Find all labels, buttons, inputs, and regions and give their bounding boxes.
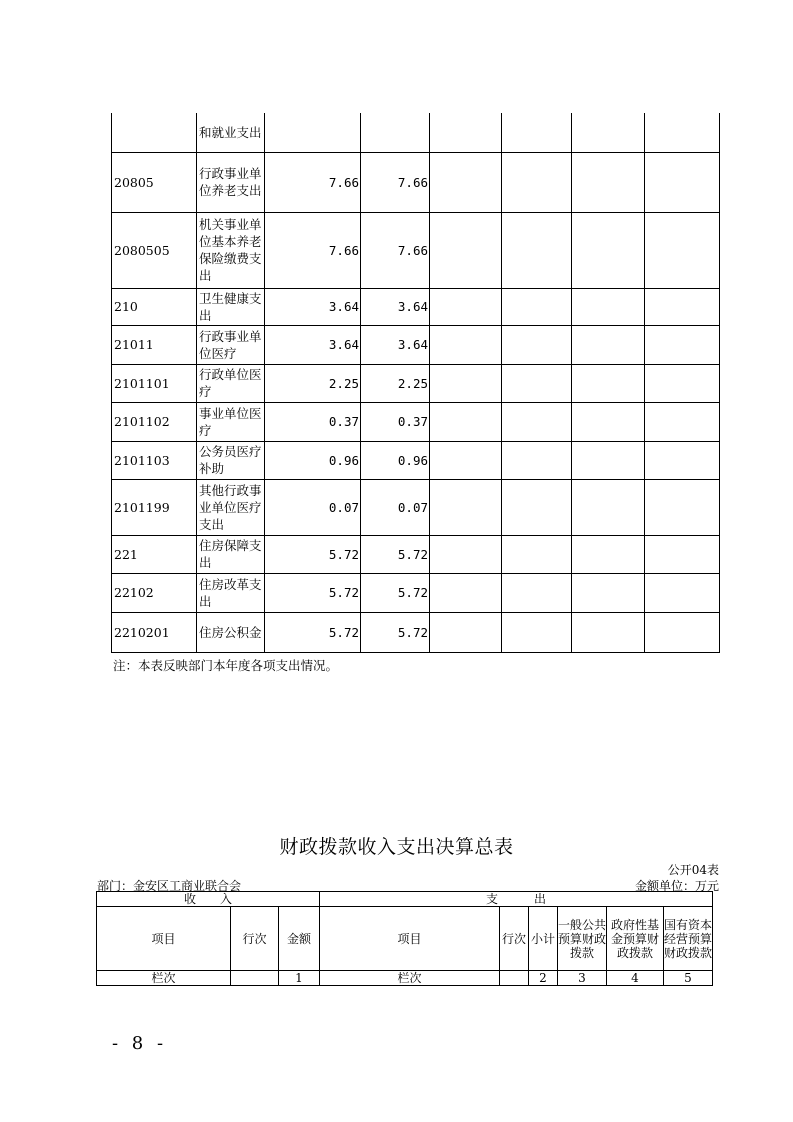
empty-cell — [645, 612, 720, 652]
subject-name: 住房公积金 — [197, 612, 265, 652]
empty-cell — [645, 212, 720, 288]
total-amount: 5.72 — [265, 573, 361, 612]
subject-code: 2101101 — [112, 364, 197, 402]
subject-name: 行政事业单位医疗 — [197, 325, 265, 364]
subject-name: 事业单位医疗 — [197, 402, 265, 441]
table-row — [112, 113, 720, 152]
subject-name: 行政单位医疗 — [197, 364, 265, 402]
empty-cell — [645, 152, 720, 212]
total-amount: 2.25 — [265, 364, 361, 402]
column-number-label: 栏次 — [320, 971, 500, 986]
empty-cell — [502, 573, 572, 612]
empty-cell — [502, 325, 572, 364]
total-amount: 0.96 — [265, 441, 361, 479]
total-amount: 7.66 — [265, 152, 361, 212]
table-row — [112, 325, 720, 364]
basic-expenditure: 5.72 — [361, 612, 430, 652]
total-amount — [265, 113, 361, 152]
total-amount: 5.72 — [265, 535, 361, 573]
basic-expenditure — [361, 113, 430, 152]
total-amount: 3.64 — [265, 325, 361, 364]
empty-cell — [502, 402, 572, 441]
empty-cell — [502, 152, 572, 212]
subject-code: 20805 — [112, 152, 197, 212]
table-note: 注：本表反映部门本年度各项支出情况。 — [113, 658, 339, 673]
report-title: 财政拨款收入支出决算总表 — [279, 836, 514, 858]
empty-cell — [645, 479, 720, 535]
empty-cell — [430, 288, 502, 325]
amount-unit-label: 金额单位：万元 — [634, 879, 719, 893]
column-number: 5 — [664, 971, 713, 986]
table-row — [112, 535, 720, 573]
empty-cell — [502, 612, 572, 652]
general-budget-header: 一般公共预算财政拨款 — [558, 907, 607, 971]
empty-cell — [430, 113, 502, 152]
empty-cell — [645, 288, 720, 325]
empty-cell — [430, 364, 502, 402]
empty-cell — [430, 152, 502, 212]
empty-cell — [502, 113, 572, 152]
empty-cell — [502, 288, 572, 325]
empty-cell — [502, 535, 572, 573]
basic-expenditure: 2.25 — [361, 364, 430, 402]
expense-header: 支 出 — [320, 892, 713, 907]
department-label: 部门：金安区工商业联合会 — [97, 879, 242, 893]
subject-code: 21011 — [112, 325, 197, 364]
empty-cell — [502, 479, 572, 535]
table-row — [112, 152, 720, 212]
total-amount: 7.66 — [265, 212, 361, 288]
subject-code: 2101103 — [112, 441, 197, 479]
subject-code: 2080505 — [112, 212, 197, 288]
total-amount: 5.72 — [265, 612, 361, 652]
empty-cell — [502, 441, 572, 479]
table-code: 公开04表 — [667, 863, 719, 877]
basic-expenditure: 5.72 — [361, 535, 430, 573]
table-row — [112, 402, 720, 441]
subject-name: 住房保障支出 — [197, 535, 265, 573]
table-row — [112, 212, 720, 288]
basic-expenditure: 0.07 — [361, 479, 430, 535]
income-item-header: 项目 — [97, 907, 231, 971]
empty-cell — [500, 971, 529, 986]
empty-cell — [572, 364, 645, 402]
total-amount: 0.37 — [265, 402, 361, 441]
empty-cell — [572, 212, 645, 288]
column-number: 3 — [558, 971, 607, 986]
column-number: 2 — [529, 971, 558, 986]
subject-code: 22102 — [112, 573, 197, 612]
subject-code: 2210201 — [112, 612, 197, 652]
empty-cell — [645, 325, 720, 364]
empty-cell — [645, 402, 720, 441]
basic-expenditure: 3.64 — [361, 288, 430, 325]
table-row — [112, 288, 720, 325]
table-row — [112, 479, 720, 535]
column-number-label: 栏次 — [97, 971, 231, 986]
income-amount-header: 金额 — [279, 907, 320, 971]
basic-expenditure: 3.64 — [361, 325, 430, 364]
state-capital-header: 国有资本经营预算财政拨款 — [664, 907, 713, 971]
subject-name: 公务员医疗补助 — [197, 441, 265, 479]
expense-item-header: 项目 — [320, 907, 500, 971]
total-amount: 3.64 — [265, 288, 361, 325]
subject-name: 和就业支出 — [197, 113, 265, 152]
column-number: 4 — [607, 971, 664, 986]
empty-cell — [645, 364, 720, 402]
empty-cell — [572, 573, 645, 612]
table-row — [112, 364, 720, 402]
empty-cell — [645, 573, 720, 612]
empty-cell — [645, 535, 720, 573]
empty-cell — [645, 113, 720, 152]
subtotal-header: 小计 — [529, 907, 558, 971]
empty-cell — [430, 402, 502, 441]
income-line-header: 行次 — [231, 907, 279, 971]
subject-name: 卫生健康支出 — [197, 288, 265, 325]
table-row — [112, 612, 720, 652]
empty-cell — [430, 325, 502, 364]
total-amount: 0.07 — [265, 479, 361, 535]
basic-expenditure: 7.66 — [361, 152, 430, 212]
empty-cell — [430, 212, 502, 288]
column-number: 1 — [279, 971, 320, 986]
empty-cell — [572, 535, 645, 573]
basic-expenditure: 7.66 — [361, 212, 430, 288]
empty-cell — [645, 441, 720, 479]
empty-cell — [430, 479, 502, 535]
empty-cell — [572, 113, 645, 152]
empty-cell — [572, 325, 645, 364]
empty-cell — [430, 441, 502, 479]
empty-cell — [502, 212, 572, 288]
subject-code: 210 — [112, 288, 197, 325]
empty-cell — [231, 971, 279, 986]
expense-line-header: 行次 — [500, 907, 529, 971]
empty-cell — [572, 441, 645, 479]
basic-expenditure: 5.72 — [361, 573, 430, 612]
empty-cell — [572, 402, 645, 441]
empty-cell — [572, 288, 645, 325]
empty-cell — [430, 535, 502, 573]
empty-cell — [430, 612, 502, 652]
empty-cell — [572, 479, 645, 535]
empty-cell — [572, 152, 645, 212]
subject-code: 221 — [112, 535, 197, 573]
empty-cell — [430, 573, 502, 612]
table-row — [112, 441, 720, 479]
expenditure-detail-table — [111, 113, 720, 653]
table-row — [112, 573, 720, 612]
subject-name: 其他行政事业单位医疗支出 — [197, 479, 265, 535]
empty-cell — [502, 364, 572, 402]
gov-fund-header: 政府性基金预算财政拨款 — [607, 907, 664, 971]
subject-code — [112, 113, 197, 152]
subject-name: 行政事业单位养老支出 — [197, 152, 265, 212]
summary-table — [96, 891, 713, 986]
empty-cell — [572, 612, 645, 652]
subject-code: 2101102 — [112, 402, 197, 441]
subject-code: 2101199 — [112, 479, 197, 535]
subject-name: 机关事业单位基本养老保险缴费支出 — [197, 212, 265, 288]
basic-expenditure: 0.96 — [361, 441, 430, 479]
page-number: - 8 - — [112, 1033, 168, 1054]
subject-name: 住房改革支出 — [197, 573, 265, 612]
income-header: 收 入 — [97, 892, 320, 907]
basic-expenditure: 0.37 — [361, 402, 430, 441]
